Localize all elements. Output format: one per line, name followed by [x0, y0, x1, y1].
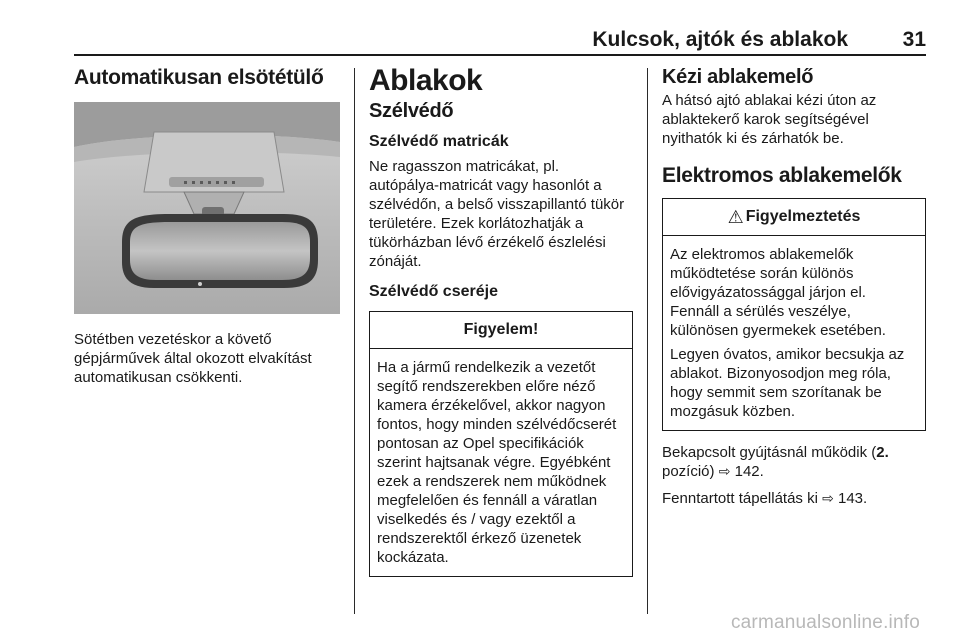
ignition-text-mid: pozíció) [662, 463, 719, 480]
subheading-windscreen: Szélvédő [369, 100, 454, 122]
ignition-position: 2. [876, 444, 889, 461]
cross-reference-icon: ⇨ [822, 490, 834, 506]
warning-triangle-icon: ⚠ [727, 207, 744, 227]
windscreen-stickers-text: Ne ragasszon matricákat, pl. autópálya-matricát vagy hasonlót a szélvédőn, a belső visszapillantó tükör területére. Ezek korlátozhatják a tükörházban lévő érzékelő észlelési zónáját. [369, 158, 625, 270]
warning-header [663, 199, 925, 236]
warning-text-1: Az elektromos ablakemelők működtetése során különös elővigyázatossággal járjon el. Fennáll a sérülés veszélye, különösen gyermekek esetében. [670, 246, 886, 339]
notice-title: Figyelem! [370, 312, 632, 349]
windscreen-stickers-title: Szélvédő matricák [369, 133, 509, 150]
ignition-text [662, 443, 926, 481]
rearview-mirror-illustration [74, 102, 340, 314]
notice-box [369, 311, 633, 577]
chapter-title: Kulcsok, ajtók és ablakok [592, 28, 848, 51]
retained-power-page-ref[interactable]: 143. [838, 490, 868, 507]
cross-reference-icon: ⇨ [718, 463, 731, 479]
windscreen-replacement-title: Szélvédő cseréje [369, 283, 498, 300]
ignition-text-start: Bekapcsolt gyújtásnál működik ( [662, 444, 877, 461]
warning-box [662, 198, 926, 431]
column-divider-1 [354, 68, 355, 614]
warning-text-2: Legyen óvatos, amikor becsukja az ablakot. Bizonyosodjon meg róla, hogy semmit sem szorítanak be mozgásuk közben. [670, 346, 905, 420]
section-heading-windows: Ablakok [369, 64, 483, 97]
watermark: carmanualsonline.info [730, 612, 920, 633]
column-middle [369, 60, 633, 577]
column-right [662, 60, 926, 516]
auto-dimming-description: Sötétben vezetéskor a követő gépjárművek által okozott elvakítást automatikusan csökkenti. [74, 331, 312, 386]
column-divider-2 [647, 68, 648, 614]
page-number: 31 [902, 28, 926, 51]
heading-power-windows: Elektromos ablakemelők [662, 164, 902, 187]
warning-title: Figyelmeztetés [745, 208, 861, 225]
page-header [74, 28, 926, 50]
retained-power-label: Fenntartott tápellátás ki [662, 490, 823, 507]
heading-manual-windows: Kézi ablakemelő [662, 66, 814, 88]
notice-text: Ha a jármű rendelkezik a vezetőt segítő rendszerekben előre néző kamera érzékelővel, akkor nagyon fontos, hogy minden szélvédőcserét pontosan az Opel specifikációk szerint hajtsanak végre. Egyébként ezek a rendszerek nem működnek megfelelően és fennáll a váratlan viselkedés és / vagy ezektől a rendszerektől érkező üzenetek kockázata. [377, 359, 617, 566]
mirror-photo [74, 102, 340, 314]
column-left [74, 60, 340, 395]
ignition-page-ref[interactable]: 142. [734, 463, 764, 480]
section-heading-auto-dimming: Automatikusan elsötétülő [74, 66, 324, 89]
manual-windows-text: A hátsó ajtó ablakai kézi úton az ablaktekerő karok segítségével nyithatók ki és zárhatók be. [662, 92, 877, 147]
header-rule [74, 54, 926, 56]
retained-power-text [662, 489, 926, 508]
